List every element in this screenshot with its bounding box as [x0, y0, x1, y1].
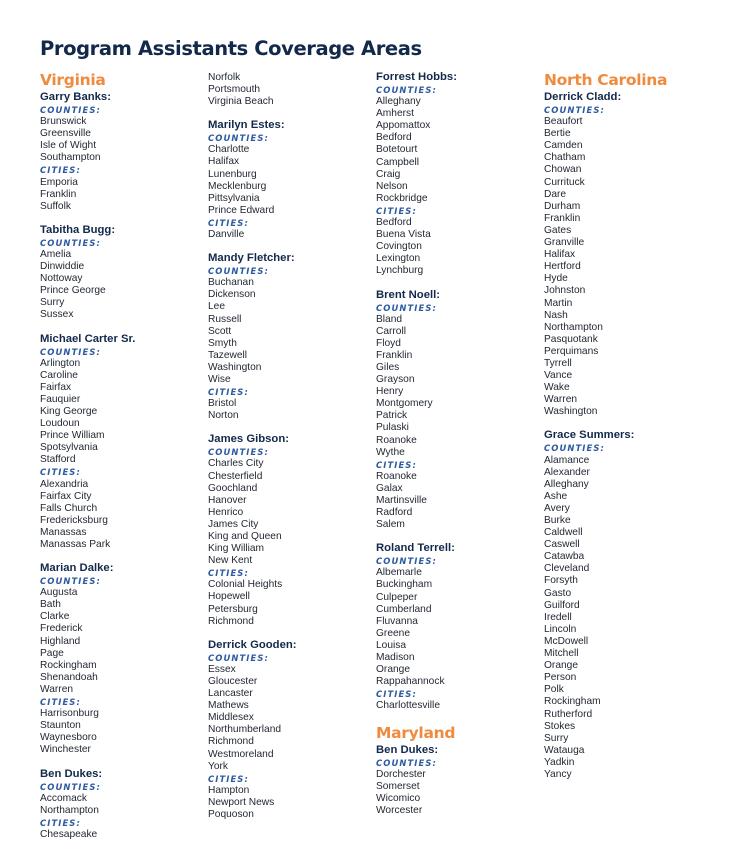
assistant-name: Mandy Fletcher: [208, 252, 295, 265]
locality-item: Tyrrell [544, 357, 572, 369]
locality-item: Bland [376, 313, 403, 325]
locality-item: Northampton [544, 321, 603, 333]
locality-item: Bristol [208, 398, 237, 410]
locality-item: Rockingham [40, 659, 97, 671]
cities-label: CITIES: [40, 467, 81, 478]
locality-item: Colonial Heights [208, 579, 283, 591]
counties-label: COUNTIES: [208, 133, 269, 144]
locality-item: Watauga [544, 744, 585, 756]
locality-item: Washington [544, 406, 598, 418]
assistant-section [376, 70, 538, 278]
assistant-section [208, 72, 370, 108]
locality-item: Yadkin [544, 756, 575, 768]
locality-item: Waynesboro [40, 732, 97, 744]
column-4 [544, 70, 706, 791]
locality-item: Buena Vista [376, 229, 431, 241]
cities-label: CITIES: [40, 697, 81, 708]
locality-item: Grayson [376, 374, 415, 386]
locality-item: Rappahannock [376, 676, 445, 688]
locality-item: Northampton [40, 804, 99, 816]
locality-item: Bertie [544, 128, 571, 140]
locality-item: Madison [376, 652, 415, 664]
counties-label: COUNTIES: [544, 443, 605, 454]
counties-label: COUNTIES: [40, 346, 101, 357]
locality-item: Gloucester [208, 675, 258, 687]
locality-item: Norton [208, 410, 239, 422]
assistant-section [376, 288, 538, 532]
locality-item: Alleghany [376, 96, 421, 108]
locality-item: Appomattox [376, 120, 431, 132]
locality-item: Pasquotank [544, 333, 598, 345]
locality-item: Bath [40, 599, 61, 611]
locality-item: Rockbridge [376, 192, 428, 204]
locality-item: Suffolk [40, 200, 71, 212]
locality-item: Westmoreland [208, 748, 274, 760]
locality-item: Cleveland [544, 563, 590, 575]
locality-item: Bedford [376, 217, 412, 229]
locality-item: Polk [544, 684, 564, 696]
locality-item: Alexandria [40, 478, 89, 490]
locality-item: Richmond [208, 736, 254, 748]
counties-label: COUNTIES: [40, 237, 101, 248]
locality-item: Beaufort [544, 116, 583, 128]
locality-item: Wicomico [376, 792, 421, 804]
locality-item: Catawba [544, 551, 585, 563]
locality-item: Arlington [40, 357, 81, 369]
locality-item: Hanover [208, 494, 247, 506]
assistant-name: Tabitha Bugg: [40, 223, 116, 236]
locality-item: Tazewell [208, 349, 248, 361]
locality-item: Martin [544, 297, 573, 309]
locality-item: Scott [208, 325, 232, 337]
locality-item: Manassas [40, 526, 87, 538]
assistant-section [208, 432, 370, 627]
locality-item: Montgomery [376, 398, 433, 410]
locality-item: Wake [544, 382, 570, 394]
locality-item: Middlesex [208, 712, 254, 724]
locality-item: Dickenson [208, 289, 256, 301]
locality-item: Dare [544, 188, 567, 200]
locality-item: Johnston [544, 285, 586, 297]
locality-item: Sussex [40, 309, 74, 321]
locality-item: Stafford [40, 454, 76, 466]
assistant-name: Roland Terrell: [376, 542, 455, 555]
locality-item: Hertford [544, 261, 581, 273]
counties-label: COUNTIES: [40, 105, 101, 115]
locality-item: Petersburg [208, 603, 258, 615]
counties-label: COUNTIES: [544, 105, 605, 115]
locality-item: Clarke [40, 611, 70, 623]
assistant-name: Derrick Cladd: [544, 91, 622, 103]
assistant-section [376, 743, 538, 817]
locality-item: Roanoke [376, 470, 417, 482]
locality-item: Camden [544, 140, 583, 152]
locality-item: Virginia Beach [208, 96, 274, 108]
locality-item: Washington [208, 361, 262, 373]
assistant-section [544, 90, 706, 418]
locality-item: Greensville [40, 128, 91, 140]
locality-item: Amherst [376, 108, 414, 120]
locality-item: Alexander [544, 466, 590, 478]
locality-item: Fauquier [40, 393, 81, 405]
locality-item: Somerset [376, 780, 420, 792]
cities-label: CITIES: [376, 689, 417, 700]
locality-item: New Kent [208, 555, 253, 567]
locality-item: Dorchester [376, 768, 426, 780]
locality-item: Salem [376, 519, 405, 531]
locality-item: Radford [376, 507, 413, 519]
locality-item: Chowan [544, 164, 582, 176]
locality-item: King George [40, 405, 98, 417]
locality-item: Prince George [40, 285, 106, 297]
assistant-name: Grace Summers: [544, 429, 635, 442]
locality-item: Pittsylvania [208, 192, 260, 204]
locality-item: Burke [544, 515, 571, 526]
locality-item: Caroline [40, 369, 78, 381]
locality-item: Amelia [40, 248, 72, 260]
counties-label: COUNTIES: [208, 266, 269, 277]
locality-item: Culpeper [376, 591, 418, 603]
locality-item: Portsmouth [208, 84, 261, 96]
locality-item: Charlotte [208, 144, 250, 156]
locality-item: Fairfax [40, 381, 72, 393]
assistant-name: James Gibson: [208, 433, 289, 446]
assistant-name: Derrick Gooden: [208, 638, 297, 651]
locality-item: Giles [376, 361, 400, 373]
locality-item: Henry [376, 386, 404, 398]
locality-item: Spotsylvania [40, 442, 98, 454]
locality-item: Greene [376, 627, 410, 639]
locality-item: Vance [544, 370, 573, 382]
locality-item: Harrisonburg [40, 708, 99, 720]
locality-item: Halifax [544, 249, 576, 261]
locality-item: Orange [376, 664, 410, 676]
locality-item: Page [40, 647, 64, 659]
locality-item: Lincoln [544, 623, 577, 635]
locality-item: Gates [544, 224, 572, 236]
state-heading: Virginia [40, 71, 106, 89]
locality-item: Craig [376, 168, 401, 180]
column-2 [208, 70, 370, 831]
locality-item: Buckingham [376, 579, 433, 591]
state-heading: North Carolina [544, 71, 668, 89]
locality-item: Newport News [208, 796, 275, 808]
cities-label: CITIES: [376, 459, 417, 470]
locality-item: Orange [544, 660, 578, 672]
locality-item: Mecklenburg [208, 180, 267, 192]
locality-item: Goochland [208, 482, 258, 494]
locality-item: Loudoun [40, 418, 80, 430]
counties-label: COUNTIES: [40, 781, 101, 792]
locality-item: Accomack [40, 792, 87, 804]
locality-item: Avery [544, 502, 570, 514]
locality-item: Hopewell [208, 591, 250, 603]
locality-item: Prince Edward [208, 204, 275, 216]
locality-item: Galax [376, 482, 403, 494]
locality-item: Winchester [40, 744, 91, 756]
locality-item: Wise [208, 373, 231, 385]
locality-item: Mathews [208, 700, 249, 712]
locality-item: Forsyth [544, 575, 578, 587]
locality-item: Franklin [544, 212, 581, 224]
locality-item: Lee [208, 301, 225, 313]
locality-item: Caswell [544, 539, 580, 551]
locality-item: Charlottesville [376, 700, 440, 712]
locality-item: Bedford [376, 132, 412, 144]
assistant-section [40, 561, 202, 756]
assistant-name: Forrest Hobbs: [376, 71, 457, 83]
assistant-section [40, 332, 202, 552]
locality-item: Northumberland [208, 724, 282, 736]
locality-item: Botetourt [376, 144, 418, 156]
locality-item: Worcester [376, 804, 423, 816]
locality-item: Person [544, 672, 577, 684]
locality-item: Caldwell [544, 527, 583, 539]
counties-label: COUNTIES: [208, 447, 269, 458]
locality-item: Norfolk [208, 72, 241, 83]
locality-item: Lunenburg [208, 168, 257, 180]
state-heading: Maryland [376, 723, 456, 742]
locality-item: Pulaski [376, 422, 409, 434]
locality-item: Augusta [40, 587, 78, 599]
locality-item: Louisa [376, 639, 407, 651]
locality-item: Shenandoah [40, 671, 98, 683]
locality-item: Durham [544, 200, 581, 212]
locality-item: Perquimans [544, 345, 599, 357]
locality-item: Hampton [208, 784, 250, 796]
counties-label: COUNTIES: [376, 85, 437, 95]
locality-item: Richmond [208, 615, 254, 627]
locality-item: Roanoke [376, 434, 417, 446]
locality-item: Campbell [376, 156, 420, 168]
assistant-name: Marilyn Estes: [208, 119, 285, 132]
locality-item: Lancaster [208, 688, 253, 700]
cities-label: CITIES: [40, 817, 81, 828]
assistant-section [40, 223, 202, 322]
locality-item: Carroll [376, 325, 407, 337]
locality-item: Surry [40, 297, 65, 309]
page-title: Program Assistants Coverage Areas [40, 37, 422, 60]
locality-item: Gasto [544, 587, 572, 599]
assistant-section [208, 251, 370, 422]
assistant-section [208, 638, 370, 821]
locality-item: Falls Church [40, 502, 98, 514]
locality-item: Charles City [208, 458, 264, 470]
locality-item: Dinwiddie [40, 261, 85, 273]
locality-item: Patrick [376, 410, 408, 422]
locality-item: Buchanan [208, 277, 254, 289]
counties-label: COUNTIES: [40, 576, 101, 587]
locality-item: Isle of Wight [40, 140, 97, 152]
locality-item: Highland [40, 635, 81, 647]
cities-label: CITIES: [376, 205, 417, 216]
column-3 [376, 70, 538, 827]
counties-label: COUNTIES: [376, 556, 437, 567]
assistant-section [40, 90, 202, 213]
locality-item: Iredell [544, 611, 572, 623]
locality-item: Currituck [544, 176, 585, 188]
locality-item: Fluvanna [376, 615, 418, 627]
locality-item: Warren [40, 683, 74, 695]
locality-item: Manassas Park [40, 539, 111, 550]
locality-item: Chatham [544, 152, 586, 164]
locality-item: Alamance [544, 454, 590, 466]
assistant-name: Marian Dalke: [40, 562, 114, 575]
locality-item: Staunton [40, 720, 81, 732]
locality-item: Mitchell [544, 648, 579, 660]
locality-item: Martinsville [376, 495, 427, 506]
locality-item: Fredericksburg [40, 514, 108, 526]
locality-item: James City [208, 518, 259, 530]
locality-item: Rockingham [544, 696, 601, 708]
locality-item: Floyd [376, 337, 401, 349]
locality-item: York [208, 760, 229, 772]
locality-item: Wythe [376, 446, 405, 458]
locality-item: Henrico [208, 506, 244, 518]
locality-item: Nelson [376, 180, 408, 192]
locality-item: King and Queen [208, 531, 282, 542]
locality-item: Nottoway [40, 273, 83, 285]
locality-item: Brunswick [40, 116, 87, 128]
cities-label: CITIES: [208, 773, 249, 784]
locality-item: Frederick [40, 623, 83, 635]
locality-item: McDowell [544, 635, 589, 647]
cities-label: CITIES: [40, 165, 81, 176]
locality-item: Essex [208, 663, 236, 675]
column-1 [40, 70, 202, 851]
assistant-section [544, 428, 706, 781]
counties-label: COUNTIES: [376, 757, 437, 768]
locality-item: Smyth [208, 337, 237, 349]
locality-item: Poquoson [208, 808, 254, 820]
assistant-section [40, 767, 202, 841]
assistant-name: Ben Dukes: [376, 743, 439, 756]
locality-item: Chesapeake [40, 828, 98, 840]
locality-item: Lexington [376, 253, 421, 265]
locality-item: Hyde [544, 273, 568, 285]
locality-item: Warren [544, 394, 578, 406]
locality-item: Surry [544, 732, 569, 744]
counties-label: COUNTIES: [376, 302, 437, 313]
locality-item: Lynchburg [376, 265, 424, 277]
locality-item: Rutherford [544, 708, 593, 720]
assistant-name: Garry Banks: [40, 91, 111, 103]
cities-label: CITIES: [208, 217, 249, 228]
locality-item: Fairfax City [40, 490, 92, 502]
locality-item: Ashe [544, 490, 568, 502]
locality-item: Yancy [544, 768, 572, 780]
cities-label: CITIES: [208, 387, 249, 398]
assistant-name: Brent Noell: [376, 288, 441, 301]
locality-item: Albemarle [376, 567, 422, 579]
locality-item: King William [208, 543, 265, 555]
locality-item: Stokes [544, 720, 576, 732]
locality-item: Nash [544, 309, 568, 321]
locality-item: Granville [544, 237, 585, 249]
assistant-section [208, 118, 370, 241]
assistant-name: Ben Dukes: [40, 767, 103, 780]
locality-item: Franklin [40, 188, 77, 200]
cities-label: CITIES: [208, 568, 249, 579]
locality-item: Franklin [376, 349, 413, 361]
assistant-section [376, 541, 538, 712]
locality-item: Russell [208, 313, 242, 325]
locality-item: Alleghany [544, 478, 589, 490]
locality-item: Covington [376, 241, 422, 253]
locality-item: Prince William [40, 430, 105, 442]
locality-item: Guilford [544, 599, 580, 611]
counties-label: COUNTIES: [208, 652, 269, 663]
locality-item: Emporia [40, 176, 78, 188]
locality-item: Cumberland [376, 603, 432, 615]
locality-item: Southampton [40, 152, 101, 164]
locality-item: Danville [208, 229, 245, 241]
assistant-name: Michael Carter Sr. [40, 332, 136, 345]
locality-item: Halifax [208, 156, 240, 168]
locality-item: Chesterfield [208, 470, 263, 482]
